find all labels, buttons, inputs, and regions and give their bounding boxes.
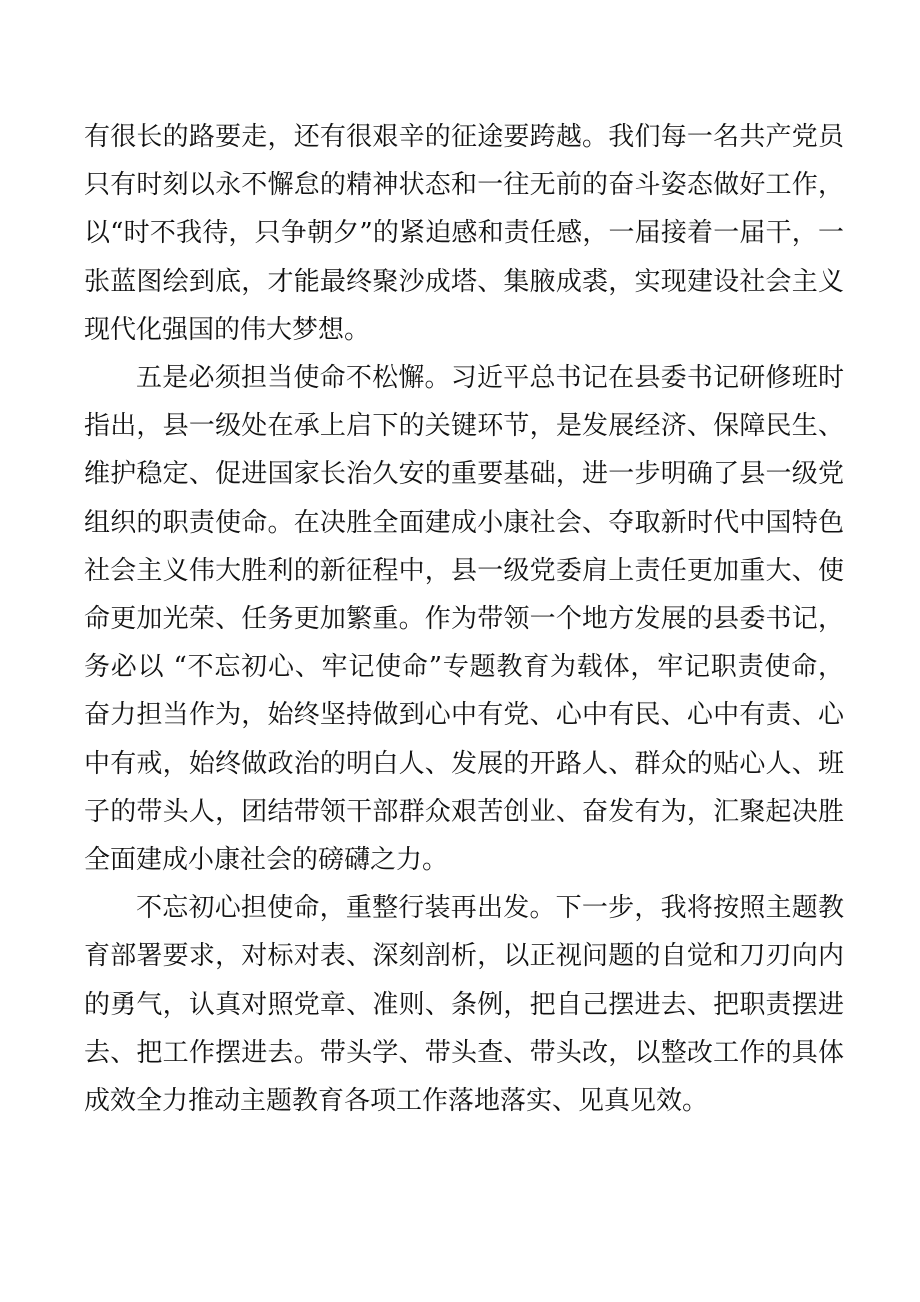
paragraph-continuation: 有很长的路要走，还有很艰辛的征途要跨越。我们每一名共产党员只有时刻以永不懈怠的精神状态和一往无前的奋斗姿态做好工作，以“时不我待，只争朝夕”的紧迫感和责任感，一届接着一届干，一张蓝图绘到底，才能最终聚沙成塔、集腋成裘，实现建设社会主义现代化强国的伟大梦想。 — [84, 122, 844, 345]
document-body — [84, 113, 844, 1125]
paragraph-point-five: 五是必须担当使命不松懈。习近平总书记在县委书记研修班时指出，县一级处在承上启下的关键环节，是发展经济、保障民生、维护稳定、促进国家长治久安的重要基础，进一步明确了县一级党组织的职责使命。在决胜全面建成小康社会、夺取新时代中国特色社会主义伟大胜利的新征程中，县一级党委肩上责任更加重大、使命更加光荣、任务更加繁重。作为带领一个地方发展的县委书记，务必以 “不忘初心、牢记使命”专题教育为载体，牢记职责使命，奋力担当作为，始终坚持做到心中有党、心中有民、心中有责、心中有戒，始终做政治的明白人、发展的开路人、群众的贴心人、班子的带头人，团结带领干部群众艰苦创业、奋发有为，汇聚起决胜全面建成小康社会的磅礴之力。 — [84, 363, 844, 876]
paragraph-conclusion: 不忘初心担使命，重整行装再出发。下一步，我将按照主题教育部署要求，对标对表、深刻剖析，以正视问题的自觉和刀刃向内的勇气，认真对照党章、准则、条例，把自己摆进去、把职责摆进去、把工作摆进去。带头学、带头查、带头改，以整改工作的具体成效全力推动主题教育各项工作落地落实、见真见效。 — [84, 893, 844, 1117]
